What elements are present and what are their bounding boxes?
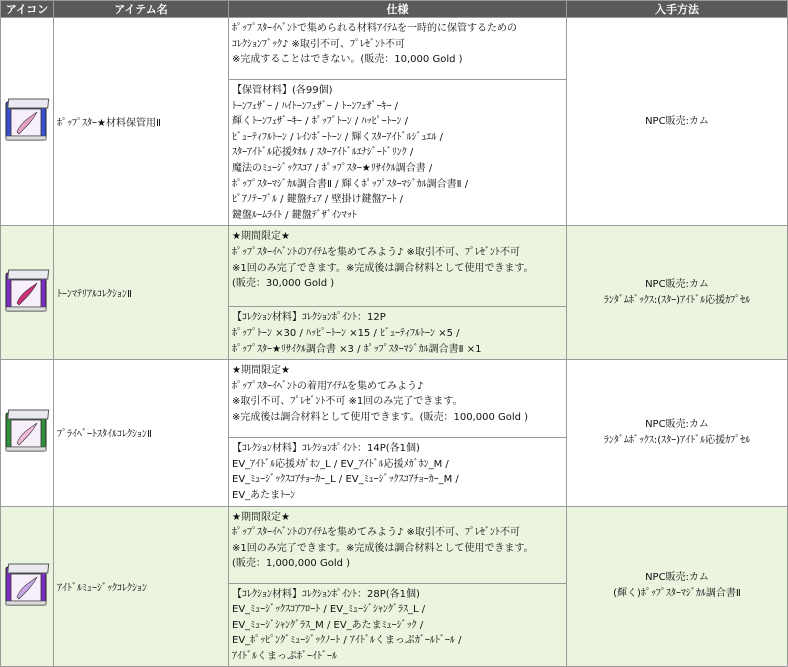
- ribbon-book-icon: [3, 407, 51, 455]
- material-line: ﾎﾟｯﾌﾟﾄｰﾝ ×30 / ﾊｯﾋﾟｰﾄｰﾝ ×15 / ﾋﾞｭｰﾃｨﾌﾙﾄｰﾝ ×5 /: [232, 327, 460, 339]
- table-row: [1, 18, 788, 80]
- item-materials: [229, 438, 567, 506]
- acquisition-method: [567, 226, 788, 360]
- material-line: 【ｺﾚｸｼｮﾝ材料】ｺﾚｸｼｮﾝﾎﾟｲﾝﾄ：14P(各1個): [232, 443, 420, 455]
- header-row: [1, 1, 788, 18]
- acquisition-line: NPC販売:カム: [645, 418, 709, 430]
- material-line: 【ｺﾚｸｼｮﾝ材料】ｺﾚｸｼｮﾝﾎﾟｲﾝﾄ：28P(各1個): [232, 588, 420, 600]
- description-line: ※1回のみ完了できます。※完成後は調合材料として使用できます。: [232, 262, 534, 274]
- description-line: ﾎﾟｯﾌﾟｽﾀｰｲﾍﾞﾝﾄのｱｲﾃﾑを集めてみよう♪ ※取引不可、ﾌﾟﾚｾﾞﾝﾄ不可: [232, 246, 520, 258]
- description-line: ﾎﾟｯﾌﾟｽﾀｰｲﾍﾞﾝﾄで集められる材料ｱｲﾃﾑを一時的に保管するための: [232, 23, 517, 34]
- item-icon-cell: [1, 18, 54, 226]
- material-line: ｽﾀｰｱｲﾄﾞﾙ応援ﾀｵﾙ / ｽﾀｰｱｲﾄﾞﾙｴﾅｼﾞｰﾄﾞﾘﾝｸ /: [232, 147, 414, 159]
- acquisition-line: (輝く)ﾎﾟｯﾌﾟｽﾀｰﾏｼﾞｶﾙ調合書Ⅱ: [613, 588, 741, 600]
- header-acquire: 入手方法: [567, 1, 788, 18]
- item-name: ﾌﾟﾗｲﾍﾞｰﾄｽﾀｲﾙｺﾚｸｼｮﾝⅡ: [54, 360, 229, 506]
- description-line: ﾎﾟｯﾌﾟｽﾀｰｲﾍﾞﾝﾄの着用ｱｲﾃﾑを集めてみよう♪: [232, 380, 424, 392]
- pink-flower-book-icon: [3, 267, 51, 315]
- material-line: ﾎﾟｯﾌﾟｽﾀｰ★ﾘｻｲｸﾙ調合書 ×3 / ﾎﾟｯﾌﾟｽﾀｰﾏｼﾞｶﾙ調合書Ⅱ ×1: [232, 343, 482, 355]
- item-materials: [229, 583, 567, 667]
- description-line: ★期間限定★: [232, 511, 290, 523]
- item-name: ﾄｰﾝﾏﾃﾘｱﾙｺﾚｸｼｮﾝⅡ: [54, 226, 229, 360]
- header-spec: 仕様: [229, 1, 567, 18]
- description-line: (販売：30,000 Gold ): [232, 278, 335, 290]
- material-line: ﾋﾟｱﾉﾃｰﾌﾞﾙ / 鍵盤ﾁｪｱ / 壁掛け鍵盤ｱｰﾄ /: [232, 194, 404, 206]
- item-name: ｱｲﾄﾞﾙﾐｭｰｼﾞｯｸｺﾚｸｼｮﾝ: [54, 506, 229, 667]
- item-description: [229, 226, 567, 307]
- acquisition-line: NPC販売:カム: [645, 115, 709, 127]
- material-line: ﾎﾟｯﾌﾟｽﾀｰﾏｼﾞｶﾙ調合書Ⅱ / 輝くﾎﾟｯﾌﾟｽﾀｰﾏｼﾞｶﾙ調合書Ⅱ /: [232, 178, 469, 190]
- description-line: ※1回のみ完了できます。※完成後は調合材料として使用できます。: [232, 542, 534, 554]
- header-name: アイテム名: [54, 1, 229, 18]
- item-description: [229, 506, 567, 583]
- item-name: ﾎﾟｯﾌﾟｽﾀｰ★材料保管用Ⅱ: [54, 18, 229, 226]
- item-materials: [229, 80, 567, 226]
- description-line: ﾎﾟｯﾌﾟｽﾀｰｲﾍﾞﾝﾄのｱｲﾃﾑを集めてみよう♪ ※取引不可、ﾌﾟﾚｾﾞﾝﾄ不可: [232, 527, 520, 539]
- material-line: ｱｲﾄﾞﾙくまっぷﾎﾞｰｲﾄﾞｰﾙ: [232, 650, 337, 662]
- material-line: EV_あたまﾄｰﾝ: [232, 489, 296, 501]
- table-row: [1, 226, 788, 307]
- acquisition-method: [567, 506, 788, 667]
- material-line: EV_ﾐｭｰｼﾞｼｬﾝｸﾞﾗｽ_M / EV_あたまﾐｭｰｼﾞｯｸ /: [232, 619, 424, 631]
- header-icon: アイコン: [1, 1, 54, 18]
- acquisition-method: [567, 18, 788, 226]
- description-line: ｺﾚｸｼｮﾝﾌﾞｯｸ♪ ※取引不可、ﾌﾟﾚｾﾞﾝﾄ不可: [232, 38, 405, 50]
- material-line: 魔法のﾐｭｰｼﾞｯｸｽｺｱ / ﾎﾟｯﾌﾟｽﾀｰ★ﾘｻｲｸﾙ調合書 /: [232, 162, 433, 174]
- acquisition-line: ﾗﾝﾀﾞﾑﾎﾞｯｸｽ:(ｽﾀｰ)ｱｲﾄﾞﾙ応援ｶﾌﾟｾﾙ: [603, 434, 751, 446]
- item-icon-cell: [1, 360, 54, 506]
- music-note-book-icon: [3, 561, 51, 609]
- acquisition-line: NPC販売:カム: [645, 278, 709, 290]
- material-line: EV_ｱｲﾄﾞﾙ応援ﾒｶﾞﾎﾝ_L / EV_ｱｲﾄﾞﾙ応援ﾒｶﾞﾎﾝ_M /: [232, 458, 449, 470]
- material-line: 【保管材料】(各99個): [232, 85, 333, 96]
- item-description: [229, 18, 567, 80]
- pink-feather-book-icon: [3, 96, 51, 144]
- material-line: EV_ﾐｭｰｼﾞｯｸｽｺｱﾌﾛｰﾄ / EV_ﾐｭｰｼﾞｼｬﾝｸﾞﾗｽ_L /: [232, 604, 426, 616]
- description-line: ※完成後は調合材料として使用できます。(販売：100,000 Gold ): [232, 411, 529, 423]
- acquisition-method: [567, 360, 788, 506]
- description-line: (販売：1,000,000 Gold ): [232, 558, 351, 570]
- material-line: ﾋﾞｭｰﾃｨﾌﾙﾄｰﾝ / ﾚｲﾝﾎﾞｰﾄｰﾝ / 輝くｽﾀｰｱｲﾄﾞﾙｼﾞｭｴﾙ /: [232, 131, 444, 143]
- material-line: 鍵盤ﾙｰﾑﾗｲﾄ / 鍵盤ﾃﾞｻﾞｲﾝﾏｯﾄ: [232, 209, 357, 221]
- acquisition-line: NPC販売:カム: [645, 572, 709, 584]
- material-line: EV_ﾐｭｰｼﾞｯｸｽｺｱﾁｮｰｶｰ_L / EV_ﾐｭｰｼﾞｯｸｽｺｱﾁｮｰｶｰ_M /: [232, 474, 459, 486]
- item-description: [229, 360, 567, 438]
- table-row: [1, 360, 788, 438]
- acquisition-line: ﾗﾝﾀﾞﾑﾎﾞｯｸｽ:(ｽﾀｰ)ｱｲﾄﾞﾙ応援ｶﾌﾟｾﾙ: [603, 294, 751, 306]
- description-line: ※取引不可、ﾌﾟﾚｾﾞﾝﾄ不可 ※1回のみ完了できます。: [232, 396, 463, 408]
- material-line: 輝くﾄｰﾝﾌｪｻﾞｰｷｰ / ﾎﾟｯﾌﾟﾄｰﾝ / ﾊｯﾋﾟｰﾄｰﾝ /: [232, 116, 409, 128]
- description-line: ★期間限定★: [232, 231, 290, 243]
- table-row: [1, 506, 788, 583]
- material-line: 【ｺﾚｸｼｮﾝ材料】ｺﾚｸｼｮﾝﾎﾟｲﾝﾄ：12P: [232, 312, 386, 324]
- description-line: ※完成することはできない。(販売：10,000 Gold ): [232, 54, 463, 66]
- description-line: ★期間限定★: [232, 365, 290, 377]
- material-line: EV_ﾎﾟｯﾋﾟﾝｸﾞﾐｭｰｼﾞｯｸﾉｰﾄ / ｱｲﾄﾞﾙくまっぷｶﾞｰﾙﾄﾞｰﾙ /: [232, 635, 462, 647]
- item-materials: [229, 307, 567, 360]
- item-icon-cell: [1, 226, 54, 360]
- material-line: ﾄｰﾝﾌｪｻﾞｰ / ﾊｲﾄｰﾝﾌｪｻﾞｰ / ﾄｰﾝﾌｪｻﾞｰｷｰ /: [232, 100, 399, 112]
- item-icon-cell: [1, 506, 54, 667]
